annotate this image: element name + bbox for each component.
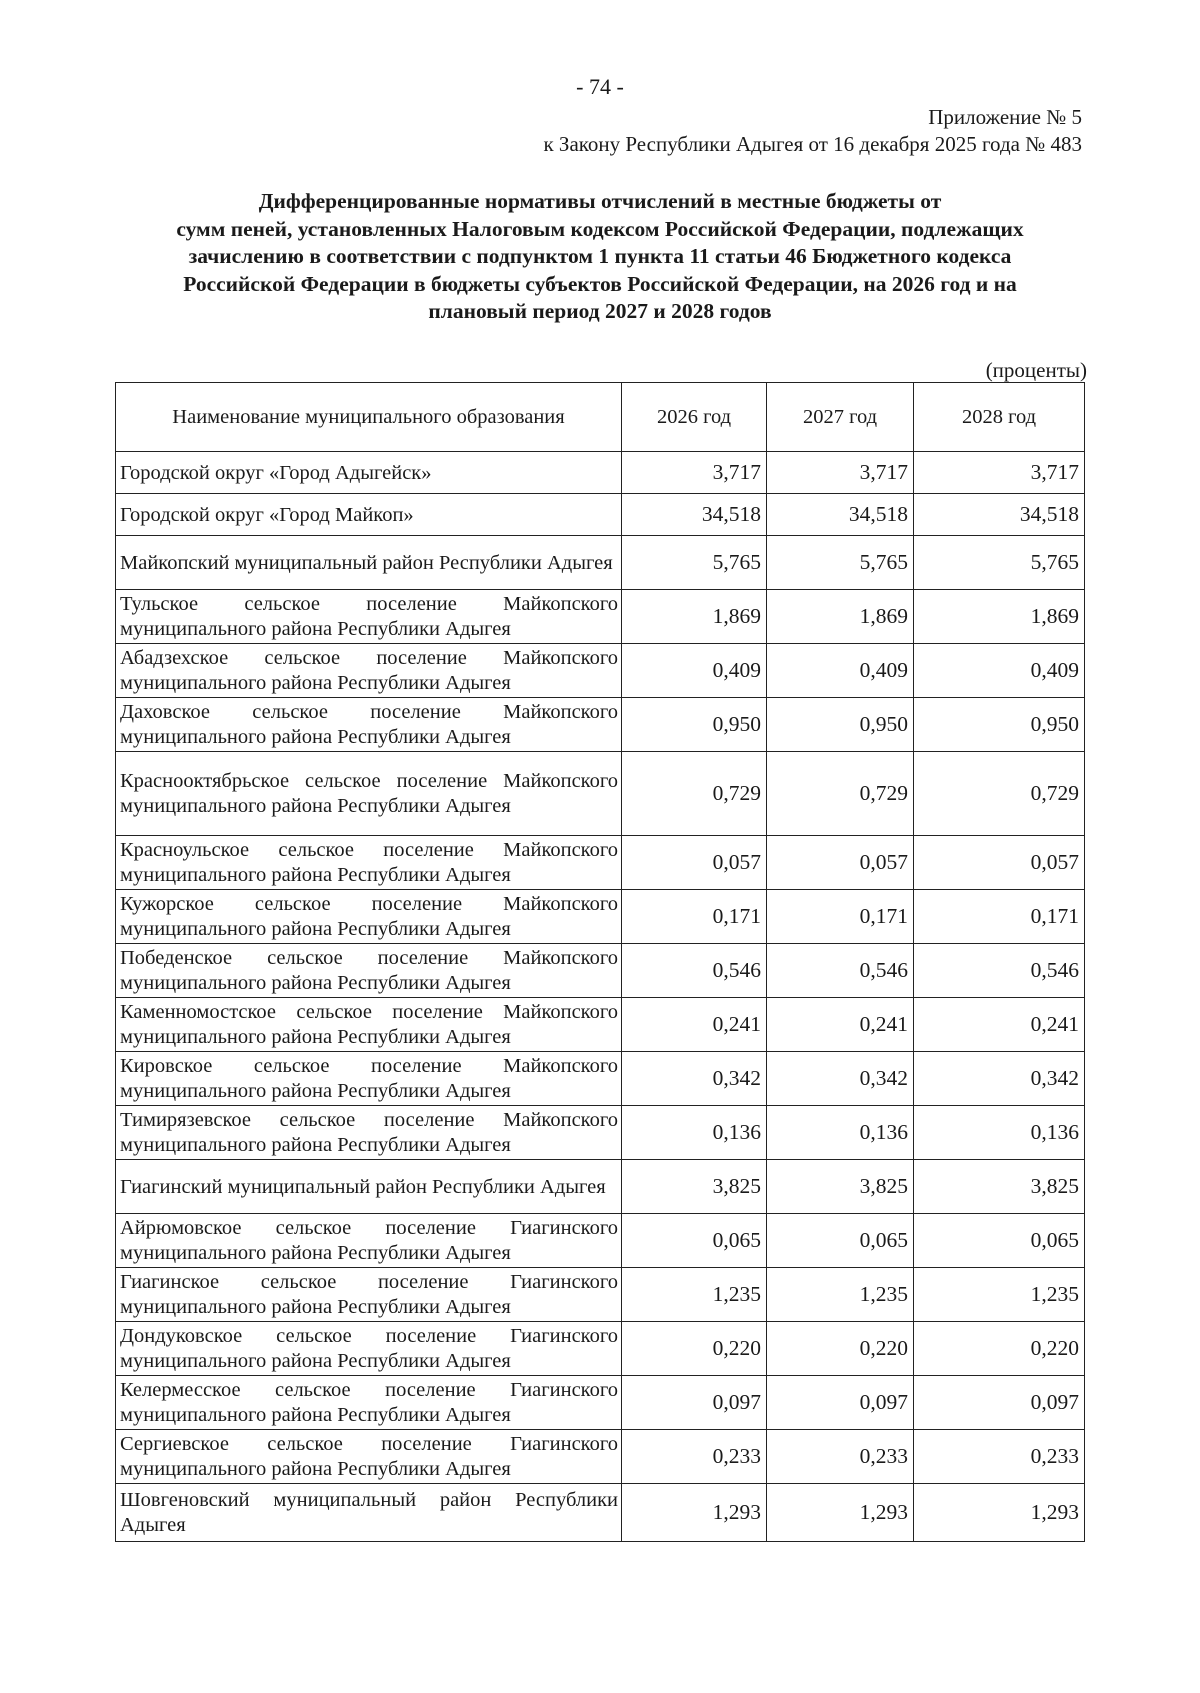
table-row — [116, 1484, 1085, 1542]
value-2028-cell: 0,233 — [914, 1430, 1085, 1484]
title-line: сумм пеней, установленных Налоговым кодексом Российской Федерации, подлежащих — [176, 216, 1024, 241]
value-2028-cell: 34,518 — [914, 494, 1085, 536]
value-2028-cell: 0,171 — [914, 890, 1085, 944]
municipality-name-cell: Краснооктябрьское сельское поселение Майкопского муниципального района Республики Адыгея — [116, 752, 622, 836]
municipality-name-cell: Дондуковское сельское поселение Гиагинского муниципального района Республики Адыгея — [116, 1322, 622, 1376]
value-2026-cell: 0,233 — [622, 1430, 767, 1484]
table-row — [116, 644, 1085, 698]
value-2026-cell: 0,546 — [622, 944, 767, 998]
table-row — [116, 1322, 1085, 1376]
header-2026: 2026 год — [622, 383, 767, 452]
norms-table — [115, 382, 1085, 1542]
value-2026-cell: 1,293 — [622, 1484, 767, 1542]
value-2028-cell: 1,235 — [914, 1268, 1085, 1322]
table-row — [116, 698, 1085, 752]
value-2026-cell: 0,065 — [622, 1214, 767, 1268]
value-2028-cell: 0,729 — [914, 752, 1085, 836]
value-2027-cell: 0,057 — [767, 836, 914, 890]
value-2028-cell: 0,220 — [914, 1322, 1085, 1376]
table-row — [116, 1106, 1085, 1160]
table-row — [116, 494, 1085, 536]
value-2026-cell: 1,869 — [622, 590, 767, 644]
value-2028-cell: 0,057 — [914, 836, 1085, 890]
value-2027-cell: 0,950 — [767, 698, 914, 752]
table-row — [116, 1430, 1085, 1484]
value-2027-cell: 0,241 — [767, 998, 914, 1052]
municipality-name-cell: Шовгеновский муниципальный район Республики Адыгея — [116, 1484, 622, 1542]
value-2027-cell: 0,065 — [767, 1214, 914, 1268]
value-2027-cell: 5,765 — [767, 536, 914, 590]
value-2027-cell: 0,342 — [767, 1052, 914, 1106]
municipality-name-cell: Красноульское сельское поселение Майкопского муниципального района Республики Адыгея — [116, 836, 622, 890]
header-2027: 2027 год — [767, 383, 914, 452]
value-2026-cell: 0,950 — [622, 698, 767, 752]
value-2027-cell: 0,233 — [767, 1430, 914, 1484]
value-2028-cell: 0,097 — [914, 1376, 1085, 1430]
value-2026-cell: 3,717 — [622, 452, 767, 494]
table-row — [116, 1268, 1085, 1322]
value-2026-cell: 0,171 — [622, 890, 767, 944]
title-line: зачислению в соответствии с подпунктом 1 пункта 11 статьи 46 Бюджетного кодекса — [188, 244, 1012, 268]
value-2028-cell: 0,950 — [914, 698, 1085, 752]
value-2028-cell: 1,869 — [914, 590, 1085, 644]
value-2027-cell: 3,717 — [767, 452, 914, 494]
municipality-name-cell: Кировское сельское поселение Майкопского муниципального района Республики Адыгея — [116, 1052, 622, 1106]
value-2026-cell: 0,136 — [622, 1106, 767, 1160]
table-row — [116, 998, 1085, 1052]
value-2028-cell: 0,241 — [914, 998, 1085, 1052]
value-2027-cell: 0,409 — [767, 644, 914, 698]
municipality-name-cell: Городской округ «Город Майкоп» — [116, 494, 622, 536]
appendix-reference — [543, 104, 1082, 158]
municipality-name-cell: Келермесское сельское поселение Гиагинского муниципального района Республики Адыгея — [116, 1376, 622, 1430]
value-2028-cell: 0,546 — [914, 944, 1085, 998]
appendix-number: Приложение № 5 — [928, 105, 1082, 129]
value-2027-cell: 3,825 — [767, 1160, 914, 1214]
municipality-name-cell: Гиагинский муниципальный район Республики Адыгея — [116, 1160, 622, 1214]
value-2027-cell: 0,171 — [767, 890, 914, 944]
value-2026-cell: 34,518 — [622, 494, 767, 536]
municipality-name-cell: Городской округ «Город Адыгейск» — [116, 452, 622, 494]
value-2027-cell: 1,293 — [767, 1484, 914, 1542]
municipality-name-cell: Гиагинское сельское поселение Гиагинского муниципального района Республики Адыгея — [116, 1268, 622, 1322]
municipality-name-cell: Даховское сельское поселение Майкопского муниципального района Республики Адыгея — [116, 698, 622, 752]
value-2027-cell: 1,235 — [767, 1268, 914, 1322]
value-2026-cell: 3,825 — [622, 1160, 767, 1214]
table-row — [116, 836, 1085, 890]
title-line: Российской Федерации в бюджеты субъектов Российской Федерации, на 2026 год и на — [183, 271, 1017, 296]
table-row — [116, 452, 1085, 494]
value-2026-cell: 0,729 — [622, 752, 767, 836]
value-2028-cell: 0,065 — [914, 1214, 1085, 1268]
value-2027-cell: 0,097 — [767, 1376, 914, 1430]
value-2026-cell: 1,235 — [622, 1268, 767, 1322]
appendix-law-reference: к Закону Республики Адыгея от 16 декабря 2025 года № 483 — [543, 132, 1082, 156]
value-2026-cell: 0,342 — [622, 1052, 767, 1106]
value-2027-cell: 34,518 — [767, 494, 914, 536]
table-row — [116, 752, 1085, 836]
value-2027-cell: 0,136 — [767, 1106, 914, 1160]
document-title — [100, 188, 1100, 326]
municipality-name-cell: Сергиевское сельское поселение Гиагинского муниципального района Республики Адыгея — [116, 1430, 622, 1484]
table-row — [116, 1214, 1085, 1268]
municipality-name-cell: Каменномостское сельское поселение Майкопского муниципального района Республики Адыгея — [116, 998, 622, 1052]
units-label: (проценты) — [985, 358, 1087, 382]
municipality-name-cell: Абадзехское сельское поселение Майкопского муниципального района Республики Адыгея — [116, 644, 622, 698]
header-2028: 2028 год — [914, 383, 1085, 452]
municipality-name-cell: Тульское сельское поселение Майкопского муниципального района Республики Адыгея — [116, 590, 622, 644]
value-2026-cell: 0,409 — [622, 644, 767, 698]
table-row — [116, 1160, 1085, 1214]
value-2028-cell: 0,342 — [914, 1052, 1085, 1106]
value-2028-cell: 3,825 — [914, 1160, 1085, 1214]
table-row — [116, 1052, 1085, 1106]
value-2028-cell: 1,293 — [914, 1484, 1085, 1542]
value-2028-cell: 0,409 — [914, 644, 1085, 698]
value-2026-cell: 0,241 — [622, 998, 767, 1052]
table-row — [116, 536, 1085, 590]
value-2028-cell: 3,717 — [914, 452, 1085, 494]
page-number: - 74 - — [576, 74, 624, 99]
value-2027-cell: 0,220 — [767, 1322, 914, 1376]
table-row — [116, 890, 1085, 944]
value-2026-cell: 0,220 — [622, 1322, 767, 1376]
value-2026-cell: 5,765 — [622, 536, 767, 590]
table-row — [116, 590, 1085, 644]
table-header-row — [116, 383, 1085, 452]
value-2028-cell: 0,136 — [914, 1106, 1085, 1160]
value-2026-cell: 0,057 — [622, 836, 767, 890]
municipality-name-cell: Майкопский муниципальный район Республики Адыгея — [116, 536, 622, 590]
value-2028-cell: 5,765 — [914, 536, 1085, 590]
municipality-name-cell: Победенское сельское поселение Майкопского муниципального района Республики Адыгея — [116, 944, 622, 998]
value-2027-cell: 0,729 — [767, 752, 914, 836]
value-2027-cell: 0,546 — [767, 944, 914, 998]
title-line: Дифференцированные нормативы отчислений в местные бюджеты от — [258, 189, 942, 213]
title-line: плановый период 2027 и 2028 годов — [428, 299, 772, 323]
value-2027-cell: 1,869 — [767, 590, 914, 644]
table-row — [116, 1376, 1085, 1430]
municipality-name-cell: Кужорское сельское поселение Майкопского муниципального района Республики Адыгея — [116, 890, 622, 944]
table-row — [116, 944, 1085, 998]
municipality-name-cell: Айрюмовское сельское поселение Гиагинского муниципального района Республики Адыгея — [116, 1214, 622, 1268]
municipality-name-cell: Тимирязевское сельское поселение Майкопского муниципального района Республики Адыгея — [116, 1106, 622, 1160]
value-2026-cell: 0,097 — [622, 1376, 767, 1430]
header-municipality: Наименование муниципального образования — [116, 383, 622, 452]
